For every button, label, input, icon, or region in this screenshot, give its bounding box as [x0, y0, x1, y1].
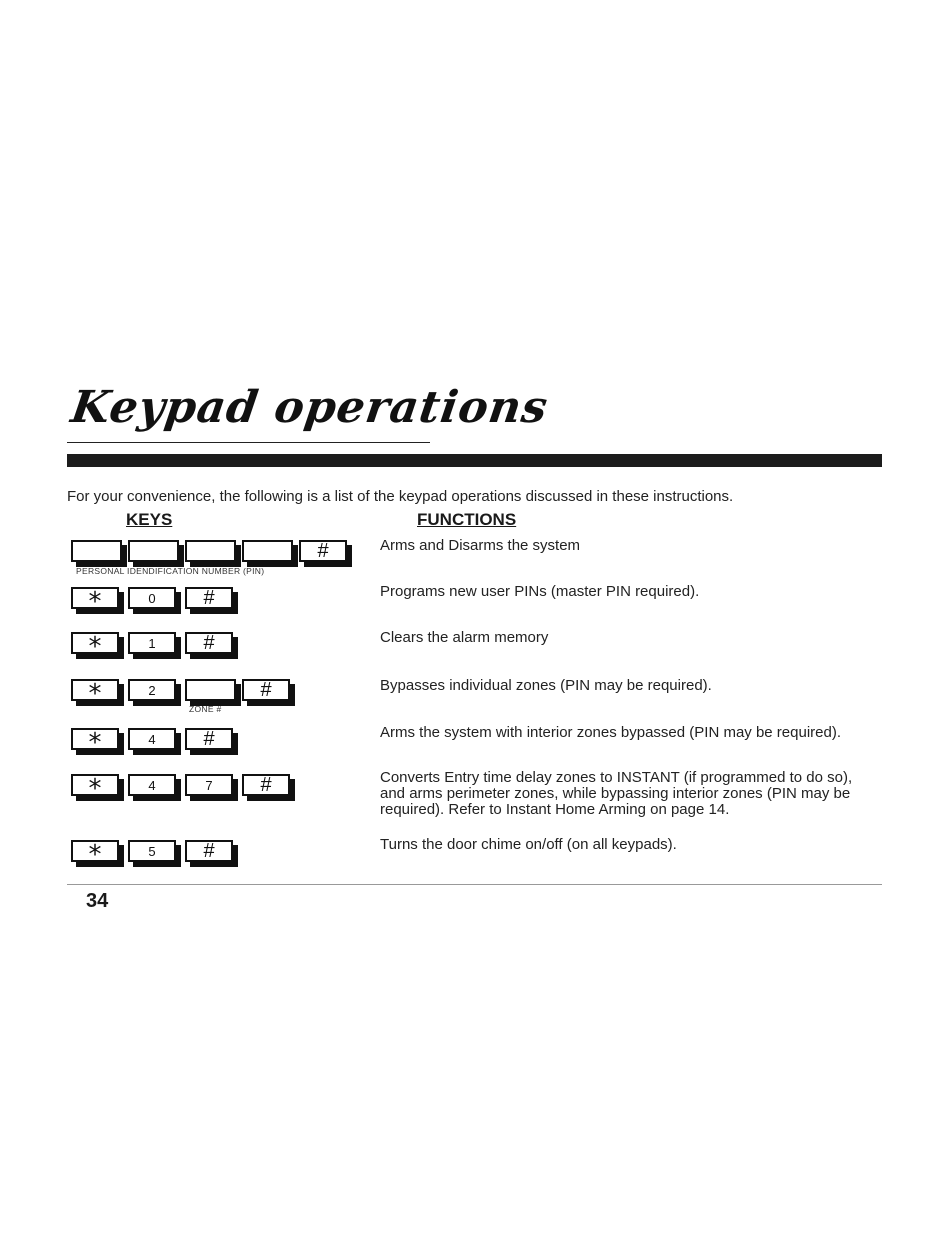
function-description: Arms the system with interior zones bypassed (PIN may be required).	[380, 724, 842, 741]
functions-column-heading: FUNCTIONS	[417, 510, 517, 529]
key-hash: #	[242, 679, 290, 701]
key-pin-digit	[242, 540, 293, 562]
page-title: Keypad operations	[68, 382, 552, 433]
key-star: *	[71, 840, 119, 862]
key-hash: #	[185, 728, 233, 750]
page-number: 34	[86, 890, 109, 912]
footer-rule	[67, 884, 882, 885]
pin-caption: PERSONAL IDENDIFICATION NUMBER (PIN)	[76, 566, 265, 576]
key-hash: #	[185, 840, 233, 862]
key-digit: 0	[128, 587, 176, 609]
key-hash: #	[242, 774, 290, 796]
function-description: Turns the door chime on/off (on all keypads).	[380, 836, 677, 853]
function-description: Bypasses individual zones (PIN may be required).	[380, 677, 712, 694]
header-bar	[67, 454, 882, 467]
keys-column-heading: KEYS	[126, 510, 173, 529]
key-pin-digit	[71, 540, 122, 562]
key-digit: 4	[128, 728, 176, 750]
key-star: *	[71, 679, 119, 701]
key-star: *	[71, 774, 119, 796]
function-description: Clears the alarm memory	[380, 629, 549, 646]
key-sequence	[71, 540, 356, 562]
key-digit: 2	[128, 679, 176, 701]
key-digit: 1	[128, 632, 176, 654]
key-star: *	[71, 728, 119, 750]
key-sequence	[71, 728, 242, 758]
function-description: Arms and Disarms the system	[380, 537, 581, 554]
key-sequence	[71, 632, 242, 662]
key-pin-digit	[185, 540, 236, 562]
key-sequence	[71, 587, 242, 617]
function-description: Converts Entry time delay zones to INSTANT (if programmed to do so), and arms perimeter zones, while bypassing interior zones (PIN may be required). Refer to Instant Home Arming on page 14.	[380, 769, 853, 818]
function-description: Programs new user PINs (master PIN required).	[380, 583, 700, 600]
key-hash: #	[299, 540, 347, 562]
key-sequence	[71, 774, 299, 804]
key-zone-number	[185, 679, 236, 701]
key-hash: #	[185, 587, 233, 609]
key-digit: 5	[128, 840, 176, 862]
key-sequence	[71, 840, 242, 870]
key-digit: 7	[185, 774, 233, 796]
key-star: *	[71, 587, 119, 609]
intro-text: For your convenience, the following is a list of the keypad operations discussed in these instructions.	[67, 488, 734, 505]
title-underline	[67, 442, 430, 443]
key-pin-digit	[128, 540, 179, 562]
key-hash: #	[185, 632, 233, 654]
zone-caption: ZONE #	[189, 704, 222, 714]
key-star: *	[71, 632, 119, 654]
key-digit: 4	[128, 774, 176, 796]
